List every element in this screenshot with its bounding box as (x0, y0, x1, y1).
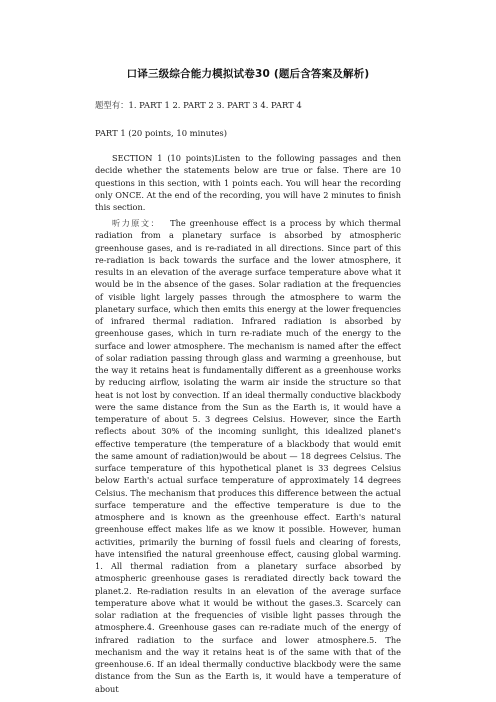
question-types-line (95, 99, 405, 111)
document-title: 口译三级综合能力模拟试卷30 (题后含答案及解析) (126, 68, 370, 80)
section-instructions-block (95, 152, 401, 213)
question-types-label: 题型有： (95, 100, 129, 110)
transcript-text: The greenhouse effect is a process by which thermal radiation from a planetary surface is absorbed by atmospheric greenhouse gases, and is re-radiated in all directions. Since part of this re-radiation is back towards the surface and the lower atmosphere, it results in an elevation of the average surface temperature above what it would be in the absence of the gases. Solar radiation at the frequencies of visible light largely passes through the atmosphere to warm the planetary surface, which then emits this energy at the lower frequencies of infrared thermal radiation. Infrared radiation is absorbed by greenhouse gases, which in turn re-radiate much of the energy to the surface and lower atmosphere. The mechanism is named after the effect of solar radiation passing through glass and warming a greenhouse, but the way it retains heat is fundamentally different as a greenhouse works by reducing airflow, isolating the warm air inside the structure so that heat is not lost by convection. If an ideal thermally conductive blackbody were the same distance from the Sun as the Earth is, it would have a temperature of about 5. 3 degrees Celsius. However, since the Earth reflects about 30% of the incoming sunlight, this idealized planet's effective temperature (the temperature of a blackbody that would emit the same amount of radiation)would be about — 18 degrees Celsius. The surface temperature of this hypothetical planet is 33 degrees Celsius below Earth's actual surface temperature of approximately 14 degrees Celsius. The mechanism that produces this difference between the actual surface temperature and the effective temperature is due to the atmosphere and is known as the greenhouse effect. Earth's natural greenhouse effect makes life as we know it possible. However, human activities, primarily the burning of fossil fuels and clearing of forests, have intensified the natural greenhouse effect, causing global warming. 1. All thermal radiation from a planetary surface absorbed by atmospheric greenhouse gases is reradiated directly back toward the planet.2. Re-radiation results in an elevation of the average surface temperature above what it would be without the gases.3. Scarcely can solar radiation at the frequencies of visible light passes through the atmosphere.4. Greenhouse gases can re-radiate much of the energy of infrared radiation to the surface and lower atmosphere.5. The mechanism and the way it retains heat is of the same with that of the greenhouse.6. If an ideal thermally conductive blackbody were the same distance from the Sun as the Earth is, it would have a temperature of about (95, 218, 401, 694)
transcript-paragraph (95, 217, 401, 695)
transcript-label: 听力原文： (112, 218, 161, 228)
section-instructions: SECTION 1 (10 points)Listen to the following passages and then decide whether the statements below are true or false. There are 10 questions in this section, with 1 points each. You will hear the recording only ONCE. At the end of the recording, you will have 2 minutes to finish this section. (95, 153, 401, 213)
part-heading: PART 1 (20 points, 10 minutes) (95, 128, 227, 138)
question-types-text: 1. PART 1 2. PART 2 3. PART 3 4. PART 4 (128, 100, 302, 110)
transcript-block (95, 217, 401, 697)
